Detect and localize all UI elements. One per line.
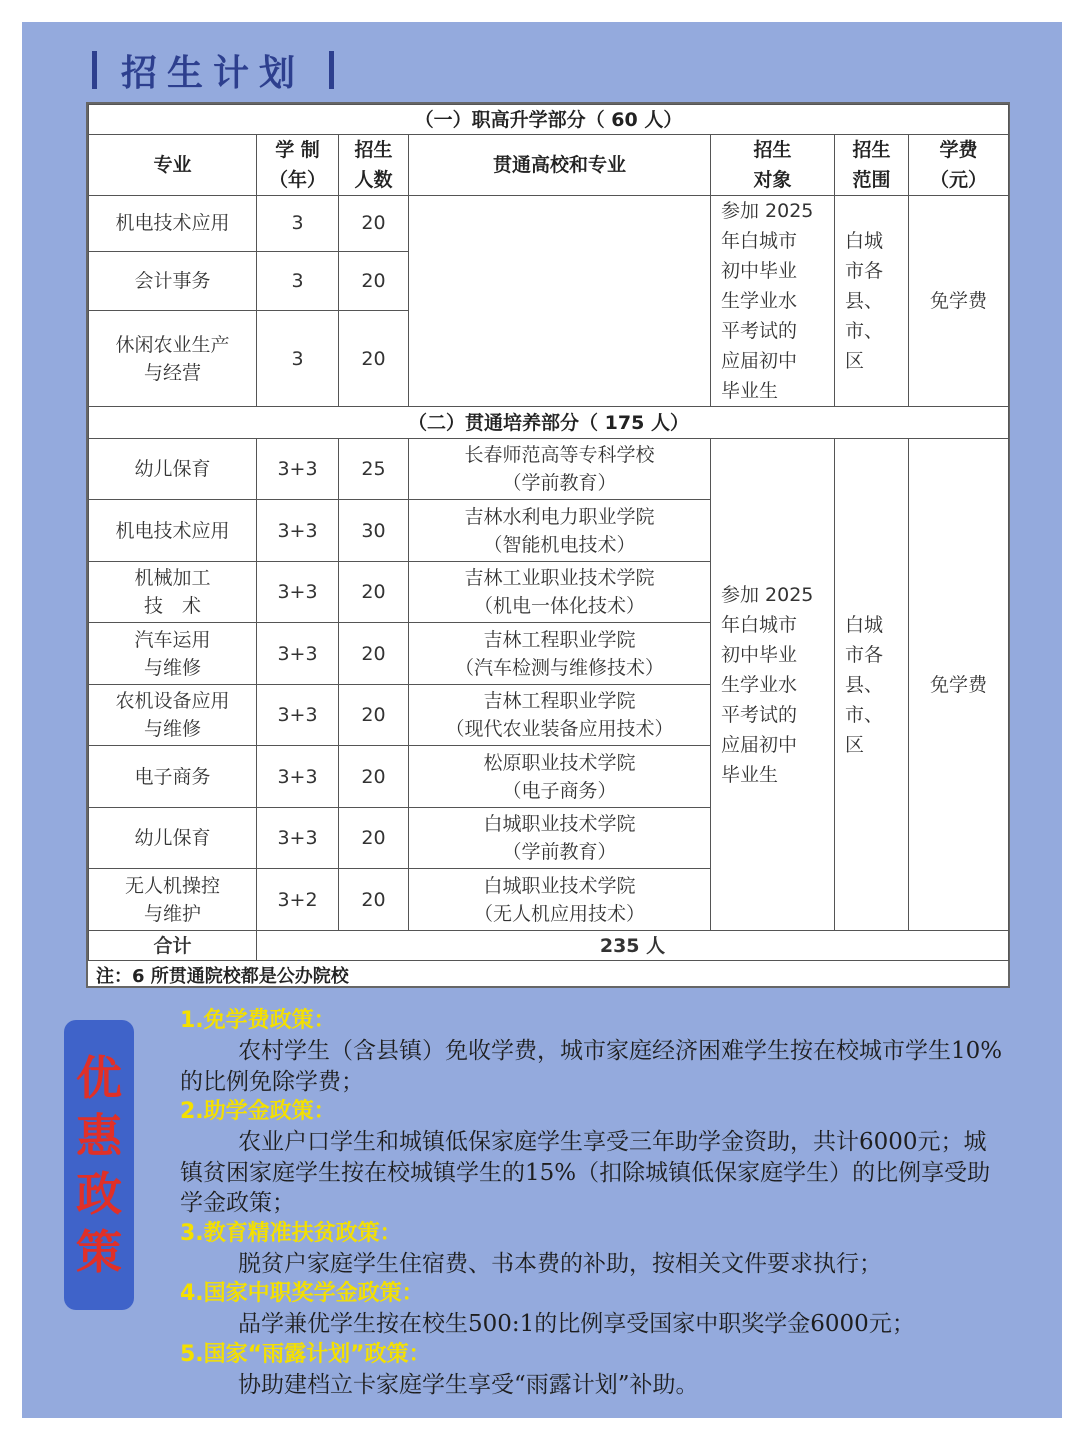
col-range: 招生 范围 <box>835 135 909 196</box>
count-cell: 30 <box>339 500 409 562</box>
enrollment-plan-table-card <box>86 102 1010 988</box>
major-cell: 机械加工 技 术 <box>89 562 257 623</box>
count-cell: 20 <box>339 685 409 746</box>
major-cell: 机电技术应用 <box>89 196 257 252</box>
count-cell: 20 <box>339 869 409 931</box>
major-cell: 机电技术应用 <box>89 500 257 562</box>
policy-text: 农业户口学生和城镇低保家庭学生享受三年助学金资助，共计6000元；城镇贫困家庭学生按在校城镇学生的15%（扣除城镇低保家庭学生）的比例享受助学金政策； <box>180 1129 991 1216</box>
school-cell: 吉林工程职业学院 （现代农业装备应用技术） <box>409 685 711 746</box>
count-cell: 20 <box>339 808 409 869</box>
policy-text: 脱贫户家庭学生住宿费、书本费的补助，按相关文件要求执行； <box>238 1250 882 1277</box>
header-bar-right <box>329 51 334 89</box>
policy-text: 农村学生（含县镇）免收学费，城市家庭经济困难学生按在校城市学生10%的比例免除学费； <box>180 1038 1003 1095</box>
years-cell: 3+3 <box>257 746 339 808</box>
col-years: 学 制 （年） <box>257 135 339 196</box>
school-cell: 吉林工业职业技术学院 （机电一体化技术） <box>409 562 711 623</box>
part2-fee-cell: 免学费 <box>909 439 1009 931</box>
years-cell: 3+3 <box>257 623 339 685</box>
policy-title: 5.国家“雨露计划”政策： <box>180 1341 431 1367</box>
policy-title: 4.国家中职奖学金政策： <box>180 1281 424 1306</box>
part1-fee-cell: 免学费 <box>909 196 1009 407</box>
policy-title: 2.助学金政策： <box>180 1099 336 1124</box>
badge-char: 政 <box>76 1167 122 1221</box>
badge-char: 优 <box>76 1051 122 1105</box>
policy-title: 3.教育精准扶贫政策： <box>180 1220 402 1246</box>
section-header <box>92 42 334 98</box>
school-cell: 白城职业技术学院 （学前教育） <box>409 808 711 869</box>
schools-empty-cell <box>409 196 711 407</box>
table-note: 注：6 所贯通院校都是公办院校 <box>96 966 349 987</box>
years-cell: 3+3 <box>257 685 339 746</box>
major-cell: 会计事务 <box>89 251 257 311</box>
total-row <box>89 931 1009 961</box>
section1-title: （一）职高升学部分（ 60 人） <box>89 105 1009 135</box>
count-cell: 20 <box>339 196 409 252</box>
col-schools: 贯通高校和专业 <box>409 135 711 196</box>
years-cell: 3+3 <box>257 500 339 562</box>
section2-title: （二）贯通培养部分（ 175 人） <box>89 407 1009 439</box>
years-cell: 3 <box>257 251 339 311</box>
col-target: 招生 对象 <box>711 135 835 196</box>
enrollment-plan-table <box>88 104 1009 961</box>
count-cell: 25 <box>339 439 409 500</box>
years-cell: 3+2 <box>257 869 339 931</box>
years-cell: 3+3 <box>257 439 339 500</box>
policy-list <box>180 1006 1005 1400</box>
table-header-row <box>89 135 1009 196</box>
count-cell: 20 <box>339 623 409 685</box>
school-cell: 白城职业技术学院 （无人机应用技术） <box>409 869 711 931</box>
page-title: 招生计划 <box>121 51 306 94</box>
major-cell: 汽车运用 与维修 <box>89 623 257 685</box>
major-cell: 休闲农业生产 与经营 <box>89 311 257 407</box>
badge-char: 惠 <box>76 1109 122 1163</box>
school-cell: 吉林工程职业学院 （汽车检测与维修技术） <box>409 623 711 685</box>
policy-title: 1.免学费政策： <box>180 1008 336 1033</box>
part1-range-cell: 白城 市各 县、 市、 区 <box>835 196 909 407</box>
years-cell: 3+3 <box>257 808 339 869</box>
policy-text: 协助建档立卡家庭学生享受“雨露计划”补助。 <box>238 1371 699 1398</box>
count-cell: 20 <box>339 746 409 808</box>
major-cell: 无人机操控 与维护 <box>89 869 257 931</box>
policy-text: 品学兼优学生按在校生500:1的比例享受国家中职奖学金6000元； <box>238 1311 915 1337</box>
count-cell: 20 <box>339 311 409 407</box>
count-cell: 20 <box>339 251 409 311</box>
major-cell: 农机设备应用 与维修 <box>89 685 257 746</box>
col-enroll: 招生 人数 <box>339 135 409 196</box>
col-fee: 学费 （元） <box>909 135 1009 196</box>
major-cell: 幼儿保育 <box>89 439 257 500</box>
badge-char: 策 <box>76 1225 122 1279</box>
school-cell: 松原职业技术学院 （电子商务） <box>409 746 711 808</box>
total-value: 235 人 <box>257 931 1009 961</box>
school-cell: 长春师范高等专科学校 （学前教育） <box>409 439 711 500</box>
header-bar-left <box>92 51 97 89</box>
part2-range-cell: 白城 市各 县、 市、 区 <box>835 439 909 931</box>
count-cell: 20 <box>339 562 409 623</box>
years-cell: 3 <box>257 196 339 252</box>
major-cell: 幼儿保育 <box>89 808 257 869</box>
total-label: 合计 <box>89 931 257 961</box>
table-row <box>89 439 1009 500</box>
years-cell: 3 <box>257 311 339 407</box>
table-row <box>89 196 1009 252</box>
school-cell: 吉林水利电力职业学院 （智能机电技术） <box>409 500 711 562</box>
major-cell: 电子商务 <box>89 746 257 808</box>
part1-target-cell: 参加 2025 年白城市 初中毕业 生学业水 平考试的 应届初中 毕业生 <box>711 196 835 407</box>
col-major: 专业 <box>89 135 257 196</box>
part2-target-cell: 参加 2025 年白城市 初中毕业 生学业水 平考试的 应届初中 毕业生 <box>711 439 835 931</box>
policy-badge <box>64 1020 134 1310</box>
years-cell: 3+3 <box>257 562 339 623</box>
